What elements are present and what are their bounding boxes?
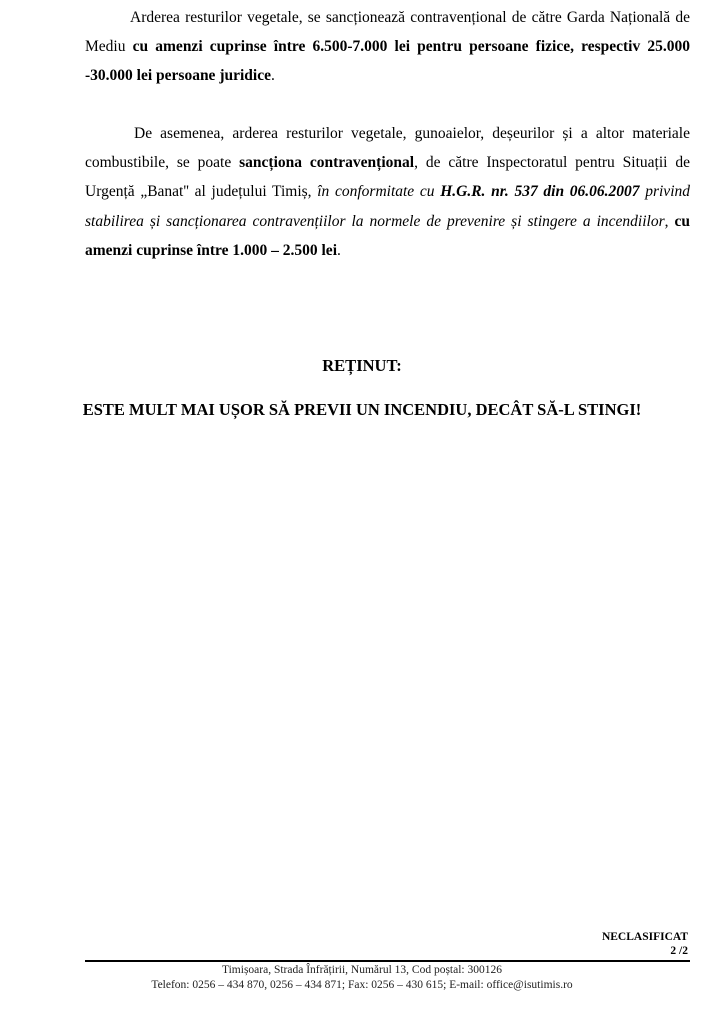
footer-divider — [85, 960, 690, 962]
paragraph1-intro: Arderea resturilor vegetale, se sancționează contravențional de către Garda Națională de Mediu — [85, 9, 690, 56]
paragraph1-fines: cu amenzi cuprinse între 6.500-7.000 lei pentru persoane fizice, respectiv 25.000 -30.000 lei persoane juridice — [85, 38, 691, 85]
paragraph2-hgr-reference: H.G.R. nr. 537 din 06.06.2007 — [440, 183, 640, 201]
paragraph2-comma: , — [664, 212, 675, 230]
footer-address: Timișoara, Strada Înfrățirii, Numărul 13, Cod poștal: 300126 — [221, 964, 502, 976]
paragraph2-fines: cu amenzi cuprinse între 1.000 – 2.500 lei — [85, 212, 690, 259]
paragraph2-end: . — [337, 241, 341, 259]
paragraph2-authority: , de către Inspectoratul pentru Situații de Urgență „Banat'' al județului Timiș, — [85, 154, 690, 201]
paragraph2-intro: De asemenea, arderea resturilor vegetale, gunoaielor, deșeurilor și a altor materiale combustibile, se poate — [85, 125, 690, 172]
paragraph2-law-title: privind stabilirea și sancționarea contravențiilor la normele de prevenire și stingere a incendiilor — [85, 183, 690, 230]
retinut-heading: REȚINUT: — [322, 356, 402, 375]
fire-prevention-motto: ESTE MULT MAI UȘOR SĂ PREVII UN INCENDIU, DECÂT SĂ-L STINGI! — [82, 400, 642, 419]
paragraph2-conform: în conformitate cu — [317, 183, 441, 201]
footer-contact: Telefon: 0256 – 434 870, 0256 – 434 871; Fax: 0256 – 430 615; E-mail: office@isutimis.ro — [151, 979, 573, 991]
paragraph2-sanction: sancționa contravențional — [239, 154, 415, 172]
classification-label: NECLASIFICAT — [601, 931, 688, 943]
paragraph1-end: . — [270, 67, 275, 85]
paragraph-fines-environment-guard — [85, 3, 690, 91]
page-number: 2 /2 — [670, 945, 688, 957]
paragraph-fines-isu — [85, 119, 690, 265]
